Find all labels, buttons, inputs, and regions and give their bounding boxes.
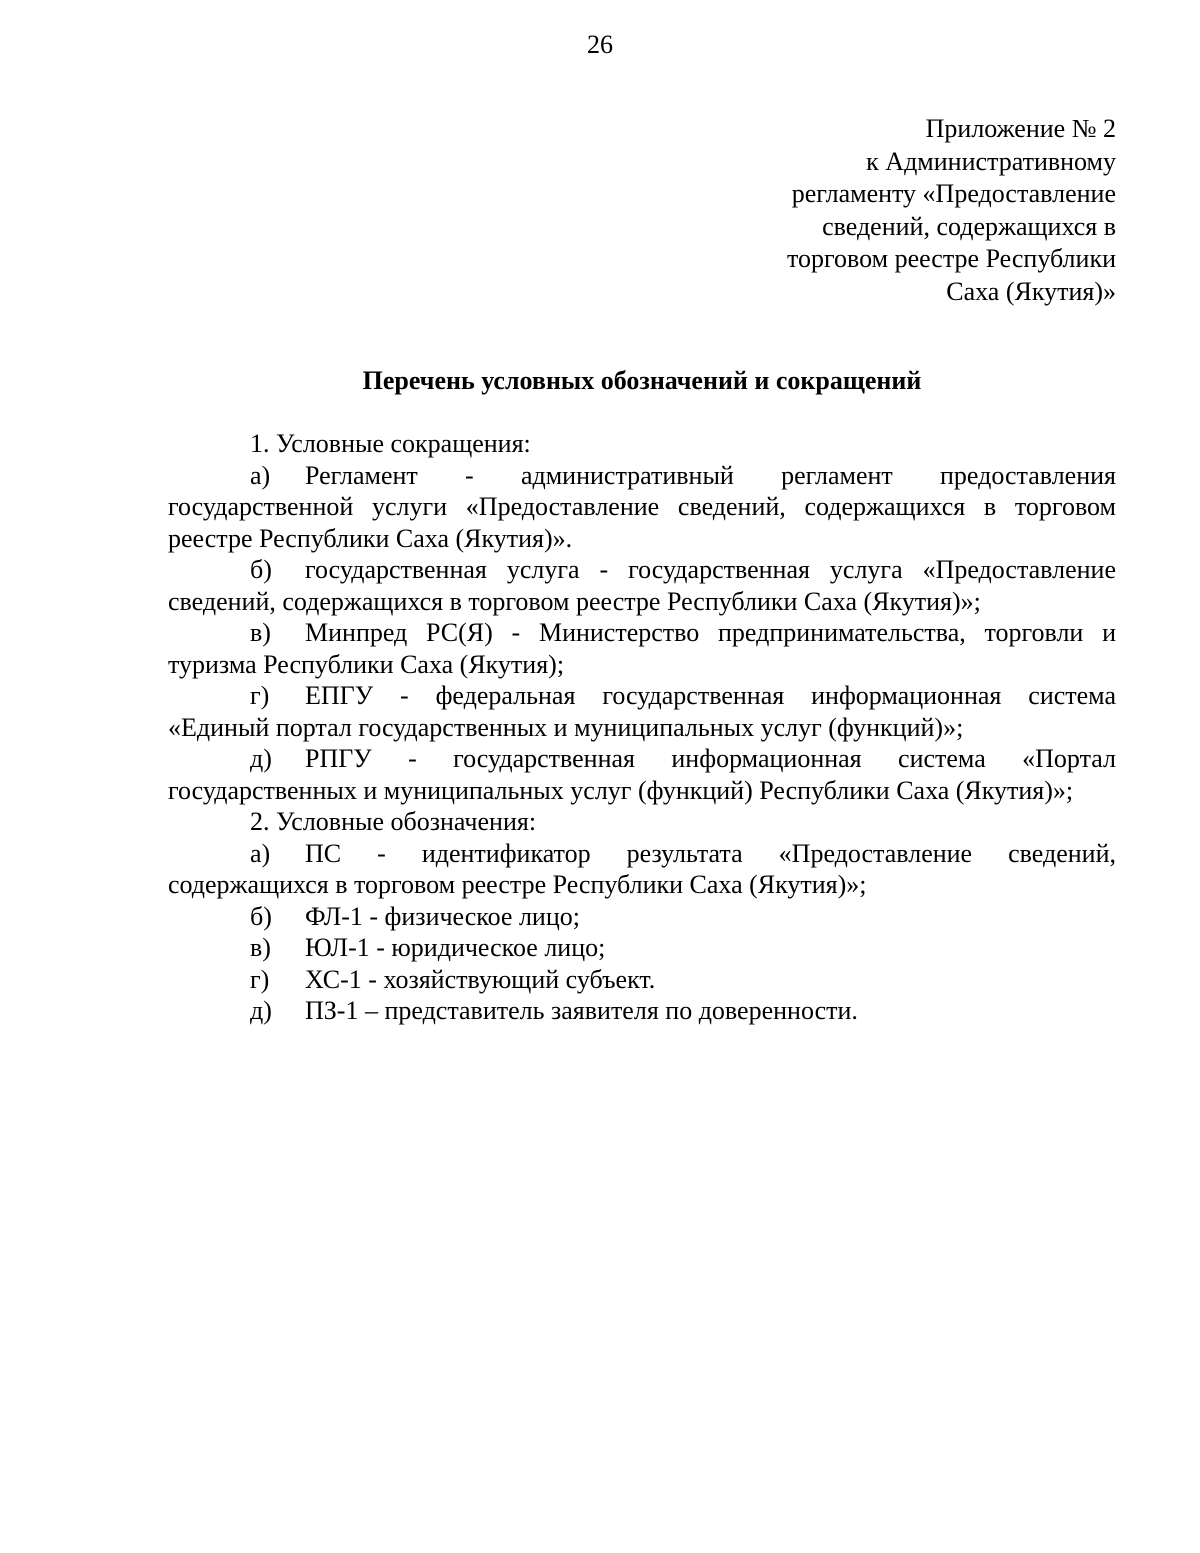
item-text: РПГУ - государственная информационная система «Портал государственных и муниципальных услуг (функций) Республики Саха (Якутия)»;: [168, 744, 1116, 805]
document-body: [168, 428, 1116, 1027]
item-text: государственная услуга - государственная услуга «Предоставление сведений, содержащихся в торговом реестре Республики Саха (Якутия)»;: [168, 555, 1116, 616]
list-item: [168, 932, 1116, 964]
item-mark: в): [250, 618, 271, 647]
item-text: ПЗ-1 – представитель заявителя по доверенности.: [305, 996, 858, 1025]
item-text: ФЛ-1 - физическое лицо;: [305, 901, 580, 931]
item-text: ХС-1 - хозяйствующий субъект.: [305, 964, 656, 994]
appendix-line: сведений, содержащихся в: [822, 211, 1116, 241]
document-title: Перечень условных обозначений и сокращений: [362, 366, 922, 395]
item-text: ЕПГУ - федеральная государственная информационная система «Единый портал государственных и муниципальных услуг (функций)»;: [168, 681, 1116, 742]
list-item: [168, 838, 1116, 901]
appendix-reference: [787, 113, 1116, 309]
appendix-line: торговом реестре Республики: [786, 244, 1116, 274]
appendix-line: регламенту «Предоставление: [791, 179, 1116, 209]
section-heading-abbreviations: 1. Условные сокращения:: [250, 429, 531, 458]
item-mark: г): [250, 964, 270, 994]
list-item: [168, 964, 1116, 996]
list-item: [168, 554, 1116, 617]
appendix-line: к Административному: [866, 146, 1116, 176]
appendix-line: Приложение № 2: [925, 114, 1116, 143]
list-item: [168, 617, 1116, 680]
item-mark: б): [250, 555, 272, 584]
item-mark: г): [250, 681, 270, 710]
item-mark: д): [250, 744, 272, 773]
item-mark: д): [250, 996, 272, 1025]
list-item: [168, 460, 1116, 555]
list-item: [168, 995, 1116, 1027]
item-mark: а): [250, 838, 271, 868]
item-text: Регламент - административный регламент предоставления государственной услуги «Предоставление сведений, содержащихся в торговом реестре Республики Саха (Якутия)».: [168, 460, 1116, 553]
list-item: [168, 680, 1116, 743]
page-number: 26: [587, 30, 613, 59]
item-mark: а): [250, 460, 271, 490]
item-text: ПС - идентификатор результата «Предоставление сведений, содержащихся в торговом реестре Республики Саха (Якутия)»;: [168, 838, 1116, 899]
item-mark: в): [250, 933, 271, 962]
list-item: [168, 901, 1116, 933]
list-item: [168, 743, 1116, 806]
item-text: ЮЛ-1 - юридическое лицо;: [305, 933, 606, 962]
item-mark: б): [250, 901, 272, 931]
section-heading-symbols: 2. Условные обозначения:: [250, 807, 537, 836]
appendix-line: Саха (Якутия)»: [946, 276, 1116, 306]
item-text: Минпред РС(Я) - Министерство предпринимательства, торговли и туризма Республики Саха (Якутия);: [168, 618, 1116, 679]
